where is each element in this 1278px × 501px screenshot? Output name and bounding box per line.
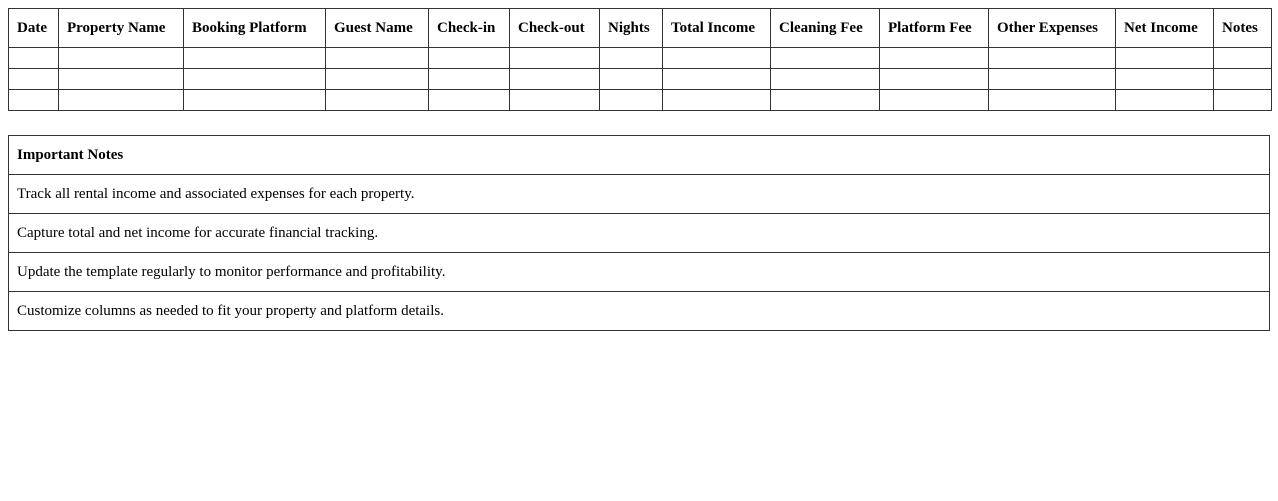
column-header-notes: Notes [1214, 9, 1272, 48]
table-cell[interactable] [59, 90, 184, 111]
column-header-platform-fee: Platform Fee [880, 9, 989, 48]
table-cell[interactable] [429, 69, 510, 90]
table-cell[interactable] [600, 69, 663, 90]
note-row [9, 175, 1270, 214]
table-cell[interactable] [510, 69, 600, 90]
notes-title: Important Notes [9, 136, 1270, 175]
table-cell[interactable] [510, 48, 600, 69]
table-cell[interactable] [184, 69, 326, 90]
table-row [9, 69, 1272, 90]
table-cell[interactable] [9, 48, 59, 69]
table-cell[interactable] [326, 69, 429, 90]
important-notes-table [8, 135, 1270, 331]
table-cell[interactable] [184, 90, 326, 111]
rental-income-table [8, 8, 1272, 111]
table-cell[interactable] [510, 90, 600, 111]
table-cell[interactable] [880, 48, 989, 69]
table-cell[interactable] [663, 48, 771, 69]
column-header-net-income: Net Income [1116, 9, 1214, 48]
table-cell[interactable] [9, 69, 59, 90]
column-header-guest-name: Guest Name [326, 9, 429, 48]
note-row [9, 214, 1270, 253]
table-cell[interactable] [989, 48, 1116, 69]
table-cell[interactable] [326, 48, 429, 69]
table-cell[interactable] [880, 90, 989, 111]
table-cell[interactable] [1214, 90, 1272, 111]
table-cell[interactable] [771, 69, 880, 90]
table-cell[interactable] [989, 90, 1116, 111]
table-cell[interactable] [1116, 69, 1214, 90]
table-cell[interactable] [600, 48, 663, 69]
column-header-check-out: Check-out [510, 9, 600, 48]
table-cell[interactable] [1214, 48, 1272, 69]
column-header-date: Date [9, 9, 59, 48]
table-cell[interactable] [326, 90, 429, 111]
column-header-cleaning-fee: Cleaning Fee [771, 9, 880, 48]
table-cell[interactable] [429, 48, 510, 69]
note-item: Customize columns as needed to fit your property and platform details. [9, 292, 1270, 331]
note-item: Track all rental income and associated expenses for each property. [9, 175, 1270, 214]
table-cell[interactable] [663, 69, 771, 90]
table-cell[interactable] [989, 69, 1116, 90]
table-cell[interactable] [184, 48, 326, 69]
table-cell[interactable] [1214, 69, 1272, 90]
note-item: Capture total and net income for accurate financial tracking. [9, 214, 1270, 253]
table-cell[interactable] [663, 90, 771, 111]
table-cell[interactable] [429, 90, 510, 111]
notes-header-row [9, 136, 1270, 175]
table-cell[interactable] [771, 48, 880, 69]
column-header-nights: Nights [600, 9, 663, 48]
table-header-row [9, 9, 1272, 48]
table-cell[interactable] [1116, 90, 1214, 111]
note-row [9, 253, 1270, 292]
table-cell[interactable] [59, 48, 184, 69]
table-cell[interactable] [880, 69, 989, 90]
table-cell[interactable] [600, 90, 663, 111]
column-header-total-income: Total Income [663, 9, 771, 48]
table-cell[interactable] [9, 90, 59, 111]
column-header-property-name: Property Name [59, 9, 184, 48]
column-header-booking-platform: Booking Platform [184, 9, 326, 48]
table-cell[interactable] [1116, 48, 1214, 69]
column-header-other-expenses: Other Expenses [989, 9, 1116, 48]
column-header-check-in: Check-in [429, 9, 510, 48]
table-row [9, 90, 1272, 111]
table-cell[interactable] [771, 90, 880, 111]
note-row [9, 292, 1270, 331]
table-row [9, 48, 1272, 69]
note-item: Update the template regularly to monitor performance and profitability. [9, 253, 1270, 292]
table-cell[interactable] [59, 69, 184, 90]
